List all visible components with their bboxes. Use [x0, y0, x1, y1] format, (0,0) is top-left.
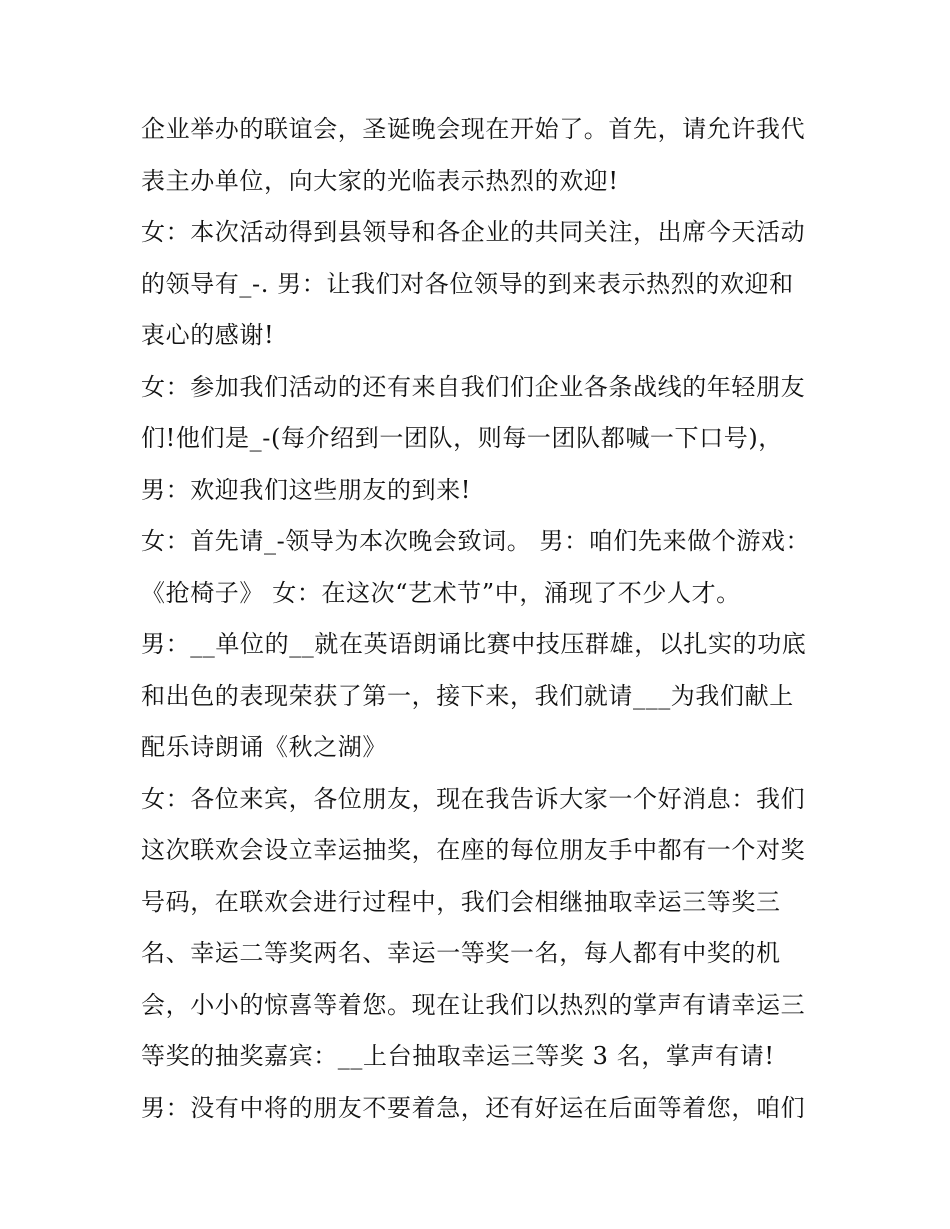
text-line: 男：__单位的__就在英语朗诵比赛中技压群雄，以扎实的功底	[141, 630, 807, 658]
text-line: 《抢椅子》 女：在这次“艺术节”中，涌现了不少人才。	[141, 578, 741, 607]
text-line: 会，小小的惊喜等着您。现在让我们以热烈的掌声有请幸运三	[141, 990, 806, 1019]
text-line: 男：没有中将的朋友不要着急，还有好运在后面等着您，咱们	[141, 1093, 806, 1122]
text-line: 表主办单位，向大家的光临表示热烈的欢迎!	[141, 166, 619, 195]
text-line: 配乐诗朗诵《秋之湖》	[141, 733, 387, 761]
text-line: 女：各位来宾，各位朋友，现在我告诉大家一个好消息：我们	[141, 784, 806, 813]
text-line: 衷心的感谢!	[141, 321, 275, 349]
text-line: 企业举办的联谊会，圣诞晚会现在开始了。首先，请允许我代	[141, 115, 806, 143]
text-line: 号码，在联欢会进行过程中，我们会相继抽取幸运三等奖三	[141, 887, 781, 916]
document-body	[141, 104, 821, 1134]
text-line: 和出色的表现荣获了第一，接下来，我们就请___为我们献上	[141, 681, 794, 710]
text-line: 的领导有_-. 男：让我们对各位领导的到来表示热烈的欢迎和	[141, 269, 794, 298]
text-line: 女：本次活动得到县领导和各企业的共同关注，出席今天活动	[141, 218, 806, 246]
text-line: 男：欢迎我们这些朋友的到来!	[141, 475, 472, 504]
text-line: 女：首先请_-领导为本次晚会致词。 男：咱们先来做个游戏：	[141, 527, 811, 555]
text-line: 们!他们是_-(每介绍到一团队，则每一团队都喊一下口号)，	[141, 424, 783, 452]
text-line: 等奖的抽奖嘉宾：__上台抽取幸运三等奖 3 名，掌声有请!	[141, 1042, 775, 1070]
text-line: 女：参加我们活动的还有来自我们们企业各条战线的年轻朋友	[141, 372, 806, 401]
text-line: 这次联欢会设立幸运抽奖，在座的每位朋友手中都有一个对奖	[141, 836, 806, 864]
text-line: 名、幸运二等奖两名、幸运一等奖一名，每人都有中奖的机	[141, 939, 781, 967]
